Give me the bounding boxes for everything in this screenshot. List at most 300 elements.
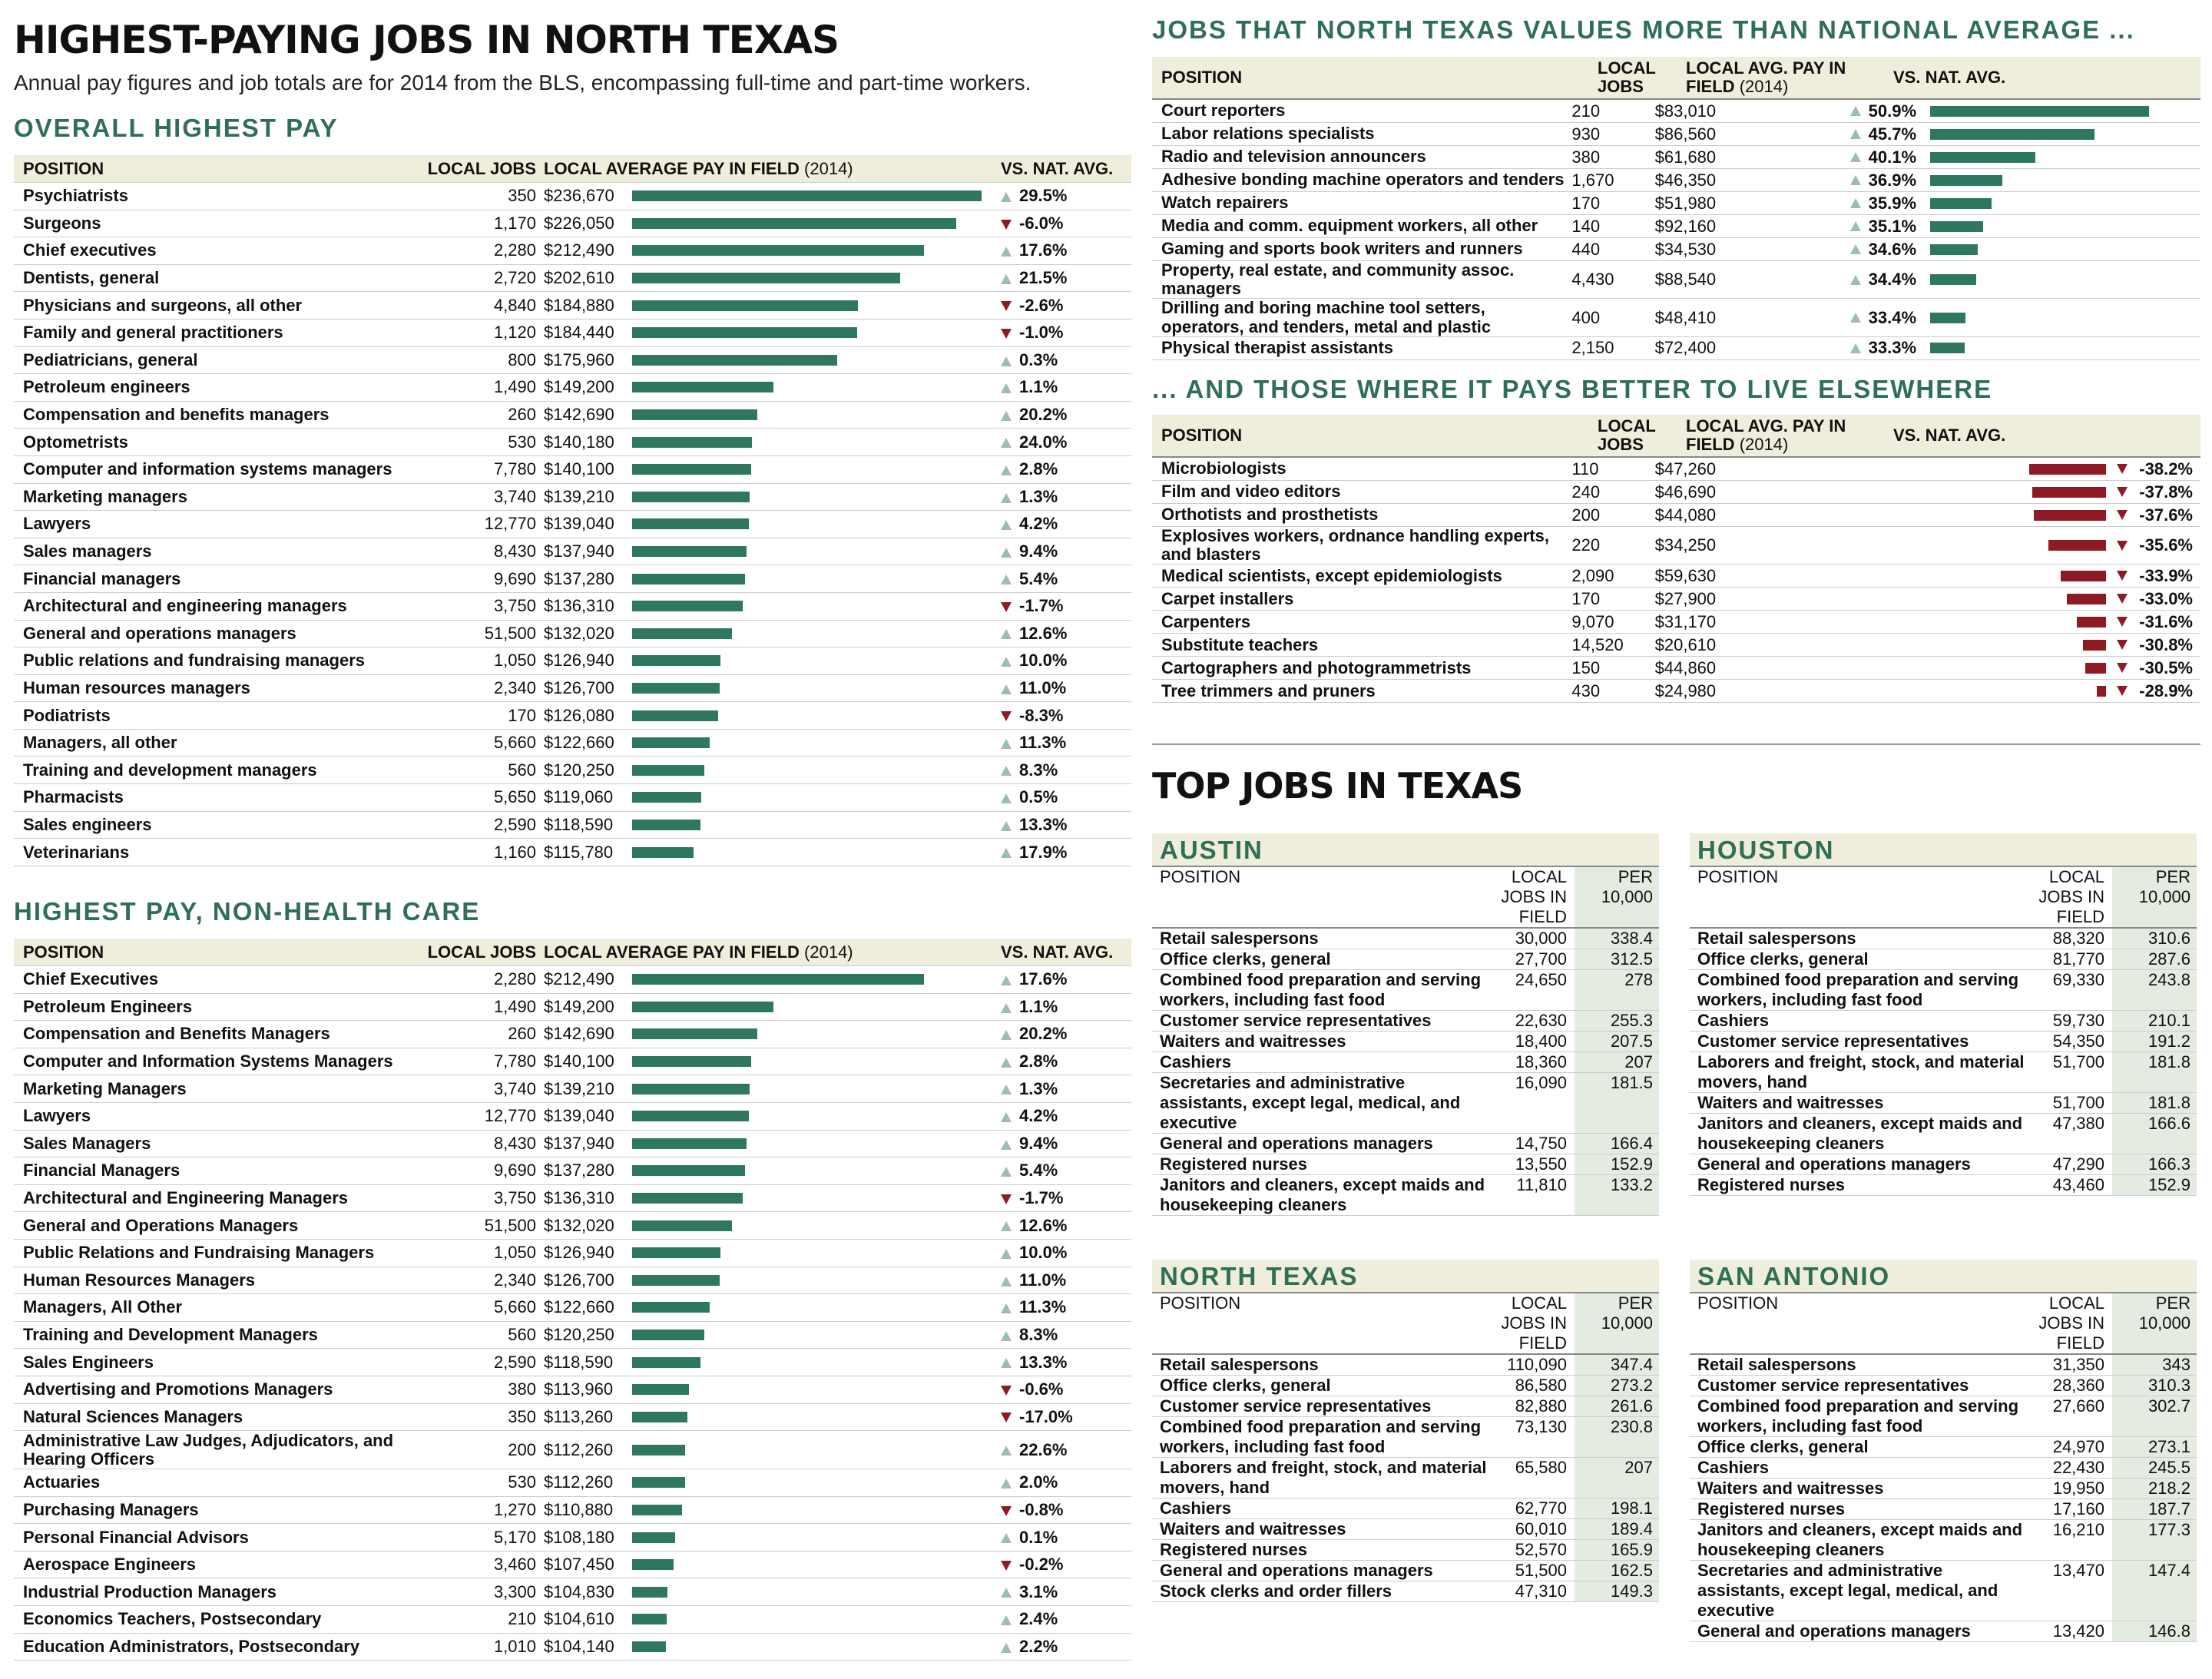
city-row (1690, 1396, 2197, 1437)
vs-national (1850, 634, 2200, 656)
vs-value: 17.9% (1019, 842, 1068, 862)
position-label: Waiters and waitresses (1697, 1479, 1884, 1498)
local-jobs: 3,740 (493, 1078, 536, 1098)
position-label: Waiters and waitresses (1697, 1093, 1884, 1112)
local-pay: $46,690 (1654, 482, 1717, 502)
per-10000: 181.8 (2112, 1093, 2197, 1113)
local-pay: $46,350 (1654, 170, 1717, 190)
vs-national (1001, 1407, 1131, 1427)
table-row (14, 511, 1131, 538)
position-label: Advertising and Promotions Managers (23, 1379, 333, 1399)
local-jobs: 13,420 (2052, 1621, 2104, 1641)
per-10000: 198.1 (1575, 1499, 1659, 1518)
pay-bar (632, 1330, 704, 1340)
table-row (1152, 588, 2200, 611)
vs-value: 12.6% (1019, 623, 1068, 643)
vs-value: 10.0% (1019, 651, 1068, 671)
table-row (1152, 611, 2200, 634)
position-label: Property, real estate, and community assoc. managers (1161, 260, 1515, 299)
up-triangle-icon (1001, 766, 1012, 776)
table-row (1152, 238, 2200, 261)
vs-bar (1930, 106, 2149, 117)
local-jobs: 1,160 (493, 842, 536, 862)
bar-cell (632, 402, 1001, 429)
city-row (1690, 949, 2197, 970)
city-name: AUSTIN (1152, 833, 1659, 867)
local-jobs: 81,770 (2052, 949, 2104, 969)
local-pay: $142,690 (544, 1024, 614, 1044)
per-10000: 207 (1575, 1458, 1659, 1498)
vs-value: -0.8% (1019, 1499, 1064, 1519)
position-label: Cartographers and photogrammetrists (1161, 657, 1472, 677)
bar-cell (632, 1552, 1001, 1578)
vs-value: 2.4% (1019, 1609, 1058, 1629)
up-triangle-icon (1001, 1085, 1012, 1094)
position-label: Court reporters (1161, 101, 1286, 121)
table-row (14, 1578, 1131, 1606)
local-jobs: 3,750 (493, 596, 536, 616)
local-pay: $212,490 (544, 240, 614, 260)
vs-national (1001, 487, 1131, 507)
local-pay: $83,010 (1654, 101, 1717, 121)
local-pay: $120,250 (544, 1325, 614, 1345)
local-pay: $132,020 (544, 623, 614, 643)
table-row (14, 1497, 1131, 1525)
down-triangle-icon (1001, 1194, 1012, 1204)
local-pay: $126,080 (544, 705, 614, 725)
local-jobs: 2,090 (1571, 565, 1614, 585)
local-jobs: 800 (508, 349, 536, 369)
city-row (1152, 1396, 1659, 1417)
position-label: Explosives workers, ordnance handling experts, and blasters (1161, 526, 1549, 565)
position-label: Aerospace Engineers (23, 1555, 196, 1575)
vs-value: -8.3% (1019, 705, 1064, 725)
local-pay: $104,610 (544, 1609, 614, 1629)
vs-national (1001, 350, 1131, 370)
pay-bar (632, 245, 924, 256)
local-pay: $44,860 (1654, 657, 1717, 677)
pay-bar (632, 765, 704, 776)
col-pay: LOCAL AVERAGE PAY IN FIELD (2014) (544, 158, 853, 178)
vs-value: 2.8% (1019, 1051, 1058, 1071)
vs-value: 5.4% (1019, 1161, 1058, 1181)
local-pay: $118,590 (544, 814, 614, 834)
local-jobs: 11,810 (1516, 1175, 1567, 1194)
position-label: Petroleum engineers (23, 377, 190, 397)
position-label: Public Relations and Fundraising Managers (23, 1243, 375, 1263)
vs-national (1850, 238, 2200, 260)
col-jobs: LOCAL JOBS (427, 158, 536, 178)
table-row (14, 1075, 1131, 1103)
local-pay: $112,260 (544, 1472, 614, 1492)
local-jobs: 2,340 (493, 1270, 536, 1290)
vs-bar (1930, 152, 2036, 163)
down-triangle-icon (2117, 617, 2128, 627)
vs-value: -0.6% (1019, 1379, 1064, 1399)
position-label: Carpet installers (1161, 588, 1294, 608)
local-pay: $137,940 (544, 1133, 614, 1153)
vs-national (1001, 651, 1131, 671)
city-row (1152, 1417, 1659, 1458)
col-position: POSITION (23, 942, 104, 962)
local-jobs: 88,320 (2052, 929, 2104, 948)
vs-national (1001, 214, 1131, 233)
table-row (1152, 192, 2200, 215)
local-jobs: 210 (1571, 101, 1601, 121)
local-pay: $142,690 (544, 405, 614, 425)
up-triangle-icon (1001, 247, 1012, 257)
table-row (14, 484, 1131, 512)
col-position: POSITION (1160, 1293, 1241, 1313)
city-row (1152, 1073, 1659, 1134)
local-jobs: 9,690 (493, 568, 536, 588)
local-jobs: 60,010 (1515, 1519, 1567, 1538)
down-triangle-icon (2117, 464, 2128, 474)
vs-value: 10.0% (1019, 1243, 1068, 1263)
city-row (1152, 949, 1659, 970)
city-table-houston (1690, 833, 2197, 1196)
vs-bar (2077, 617, 2106, 628)
pay-bar (632, 1193, 743, 1204)
city-name: HOUSTON (1690, 833, 2197, 867)
vs-bar (2032, 487, 2106, 498)
col-jobs: LOCAL JOBS (427, 942, 536, 962)
position-label: Lawyers (23, 1106, 91, 1126)
city-row (1690, 1175, 2197, 1196)
position-label: Gaming and sports book writers and runners (1161, 239, 1523, 259)
vs-value: 8.3% (1019, 760, 1058, 780)
down-triangle-icon (1001, 711, 1012, 721)
local-pay: $104,140 (544, 1636, 614, 1656)
bar-cell (632, 1322, 1001, 1349)
table-row (1152, 123, 2200, 146)
vs-national (1001, 1297, 1131, 1317)
pays-better-rows (1152, 458, 2200, 703)
local-jobs: 22,430 (2052, 1458, 2104, 1477)
position-label: Podiatrists (23, 705, 111, 725)
position-label: Purchasing Managers (23, 1499, 199, 1519)
up-triangle-icon (1001, 1643, 1012, 1653)
up-triangle-icon (1850, 129, 1861, 139)
bar-cell (632, 429, 1001, 455)
position-label: Computer and information systems managers (23, 459, 392, 479)
vs-value: 0.5% (1019, 787, 1058, 807)
table-row (14, 402, 1131, 429)
up-triangle-icon (1001, 1588, 1012, 1598)
local-pay: $139,040 (544, 514, 614, 534)
up-triangle-icon (1001, 1331, 1012, 1341)
local-pay: $20,610 (1654, 634, 1717, 654)
table-row (14, 265, 1131, 293)
position-label: Sales Engineers (23, 1352, 154, 1372)
table-row (14, 292, 1131, 320)
position-label: Registered nurses (1697, 1499, 1845, 1518)
position-label: Chief Executives (23, 969, 159, 989)
up-triangle-icon (1001, 1140, 1012, 1150)
city-table-austin (1152, 833, 1659, 1216)
vs-value: 0.3% (1019, 349, 1058, 369)
local-jobs: 16,210 (2052, 1520, 2104, 1539)
vs-national (1001, 760, 1131, 780)
position-label: Economics Teachers, Postsecondary (23, 1609, 322, 1629)
per-10000: 166.4 (1575, 1134, 1659, 1154)
vs-value: 11.3% (1019, 1297, 1067, 1317)
table-row (14, 210, 1131, 238)
local-jobs: 440 (1571, 239, 1601, 259)
local-jobs: 350 (508, 186, 536, 206)
values-more-header: POSITION LOCAL JOBS LOCAL AVG. PAY IN FIELD (2014) VS. NAT. AVG. (1152, 57, 2200, 100)
local-jobs: 27,660 (2052, 1396, 2104, 1416)
vs-national (1850, 680, 2200, 702)
up-triangle-icon (1001, 1030, 1012, 1040)
city-name: NORTH TEXAS (1152, 1260, 1659, 1293)
up-triangle-icon (1001, 356, 1012, 366)
vs-national (1001, 815, 1131, 835)
vs-value: 34.6% (1868, 239, 1917, 259)
position-label: Laborers and freight, stock, and material movers, hand (1697, 1052, 2025, 1091)
city-row (1152, 1011, 1659, 1032)
local-pay: $184,880 (544, 295, 614, 315)
down-triangle-icon (1001, 1506, 1012, 1516)
per-10000: 230.8 (1575, 1417, 1659, 1457)
col-per: PER 10,000 (2112, 867, 2197, 927)
city-row (1690, 970, 2197, 1011)
city-row (1152, 1134, 1659, 1154)
vs-national (1001, 541, 1131, 561)
page-title: HIGHEST-PAYING JOBS IN NORTH TEXAS (14, 18, 839, 62)
local-jobs: 43,460 (2052, 1175, 2104, 1194)
local-jobs: 14,520 (1571, 634, 1624, 654)
down-triangle-icon (2117, 686, 2128, 696)
vs-national (1001, 377, 1131, 397)
table-row (14, 237, 1131, 265)
up-triangle-icon (1001, 1221, 1012, 1231)
position-label: Cashiers (1697, 1011, 1769, 1030)
pay-bar (632, 1412, 687, 1422)
bar-cell (632, 292, 1001, 319)
up-triangle-icon (1001, 848, 1012, 858)
overall-rows (14, 183, 1131, 866)
col-position: POSITION (1697, 1293, 1779, 1313)
local-jobs: 5,650 (493, 787, 536, 807)
vs-bar (2048, 540, 2106, 551)
local-pay: $122,660 (544, 733, 614, 753)
position-label: Optometrists (23, 432, 128, 452)
city-row (1152, 1052, 1659, 1073)
down-triangle-icon (2117, 571, 2128, 581)
per-10000: 343 (2112, 1355, 2197, 1375)
bar-cell (632, 210, 1001, 237)
vs-national (1001, 1216, 1131, 1236)
local-jobs: 18,360 (1515, 1052, 1567, 1071)
down-triangle-icon (1001, 220, 1012, 230)
city-row (1690, 1114, 2197, 1154)
local-jobs: 51,700 (2052, 1093, 2104, 1112)
table-row (14, 320, 1131, 347)
vs-national (1850, 504, 2200, 526)
bar-cell (632, 484, 1001, 511)
city-col-header (1690, 1293, 2197, 1355)
up-triangle-icon (1001, 493, 1012, 503)
table-row (14, 1376, 1131, 1404)
position-label: Cashiers (1160, 1499, 1231, 1518)
position-label: Financial managers (23, 568, 181, 588)
vs-value: 13.3% (1019, 1352, 1068, 1372)
position-label: Managers, all other (23, 733, 177, 753)
vs-value: 22.6% (1019, 1439, 1068, 1459)
position-label: Pharmacists (23, 787, 124, 807)
table-row (1152, 634, 2200, 657)
up-triangle-icon (1850, 343, 1861, 353)
local-jobs: 260 (508, 405, 536, 425)
position-label: Film and video editors (1161, 482, 1341, 502)
table-row (14, 812, 1131, 839)
local-jobs: 47,380 (2052, 1114, 2104, 1133)
pays-better-title: ... AND THOSE WHERE IT PAYS BETTER TO LIVE ELSEWHERE (1152, 375, 1993, 403)
vs-value: 33.4% (1868, 307, 1917, 327)
city-row (1152, 1376, 1659, 1396)
pay-bar (632, 1532, 675, 1543)
local-jobs: 170 (508, 705, 536, 725)
vs-national (1001, 1024, 1131, 1044)
vs-bar (2085, 663, 2106, 674)
vs-value: -37.8% (2139, 482, 2193, 502)
vs-national (1001, 459, 1131, 479)
local-jobs: 7,780 (493, 1051, 536, 1071)
col-pay: LOCAL AVERAGE PAY IN FIELD (2014) (544, 942, 853, 962)
table-row (14, 1606, 1131, 1634)
per-10000: 181.8 (2112, 1052, 2197, 1092)
vs-value: 17.6% (1019, 240, 1068, 260)
vs-value: -28.9% (2139, 681, 2193, 700)
local-jobs: 12,770 (484, 514, 536, 534)
per-10000: 207 (1575, 1052, 1659, 1072)
bar-cell (632, 1021, 1001, 1048)
bar-cell (632, 320, 1001, 346)
table-row (14, 565, 1131, 593)
local-pay: $86,560 (1654, 124, 1717, 144)
pay-bar (632, 820, 700, 830)
bar-cell (632, 1376, 1001, 1403)
per-10000: 162.5 (1575, 1561, 1659, 1581)
position-label: Customer service representatives (1160, 1396, 1432, 1416)
bar-cell (632, 994, 1001, 1021)
vs-value: 21.5% (1019, 268, 1068, 288)
vs-value: 0.1% (1019, 1527, 1058, 1547)
position-label: Laborers and freight, stock, and material movers, hand (1160, 1458, 1487, 1497)
table-row (14, 347, 1131, 375)
position-label: Retail salespersons (1160, 1355, 1319, 1374)
local-pay: $139,040 (544, 1106, 614, 1126)
per-10000: 245.5 (2112, 1458, 2197, 1478)
city-row (1690, 1499, 2197, 1520)
vs-national (1001, 678, 1131, 698)
position-label: General and operations managers (23, 623, 296, 643)
position-label: Secretaries and administrative assistants, except legal, medical, and executive (1697, 1561, 1998, 1620)
up-triangle-icon (1001, 548, 1012, 558)
position-label: Sales engineers (23, 814, 152, 834)
down-triangle-icon (1001, 1561, 1012, 1571)
vs-value: 1.1% (1019, 996, 1058, 1016)
vs-value: 20.2% (1019, 405, 1068, 425)
pay-bar (632, 1247, 720, 1258)
local-pay: $184,440 (544, 323, 614, 343)
local-pay: $236,670 (544, 186, 614, 206)
position-label: General and operations managers (1160, 1134, 1433, 1153)
city-table-north-texas (1152, 1260, 1659, 1602)
local-pay: $126,700 (544, 677, 614, 697)
vs-bar (2061, 571, 2106, 581)
down-triangle-icon (1001, 301, 1012, 311)
up-triangle-icon (1001, 793, 1012, 803)
local-jobs: 200 (1571, 505, 1601, 525)
table-row (14, 456, 1131, 484)
up-triangle-icon (1001, 1003, 1012, 1013)
vs-national (1850, 306, 2200, 329)
table-row (14, 1131, 1131, 1158)
pay-bar (632, 1220, 732, 1231)
pay-bar (632, 518, 749, 529)
city-row (1690, 1437, 2197, 1458)
local-jobs: 4,430 (1571, 270, 1614, 290)
local-jobs: 24,970 (2052, 1437, 2104, 1456)
nonhealth-header (14, 939, 1131, 966)
position-label: Chief executives (23, 240, 157, 260)
bar-cell (632, 183, 1001, 210)
vs-national (1001, 1555, 1131, 1575)
up-triangle-icon (1001, 465, 1012, 475)
local-jobs: 5,170 (493, 1527, 536, 1547)
vs-national (1850, 565, 2200, 587)
overall-title: OVERALL HIGHEST PAY (14, 114, 339, 142)
down-triangle-icon (2117, 541, 2128, 551)
local-jobs: 2,590 (493, 814, 536, 834)
position-label: Drilling and boring machine tool setters, operators, and tenders, metal and plastic (1161, 298, 1492, 336)
local-jobs: 2,150 (1571, 338, 1614, 358)
local-jobs: 54,350 (2052, 1032, 2104, 1051)
divider (1152, 743, 2200, 745)
position-label: Tree trimmers and pruners (1161, 681, 1376, 700)
vs-value: -17.0% (1019, 1406, 1073, 1426)
local-pay: $122,660 (544, 1297, 614, 1317)
position-label: Personal Financial Advisors (23, 1527, 249, 1547)
table-row (14, 994, 1131, 1022)
per-10000: 189.4 (1575, 1519, 1659, 1539)
vs-national (1850, 657, 2200, 679)
local-pay: $126,940 (544, 1243, 614, 1263)
pay-bar (632, 1559, 674, 1570)
local-pay: $92,160 (1654, 216, 1717, 236)
position-label: Surgeons (23, 213, 101, 233)
vs-bar (2097, 686, 2106, 697)
up-triangle-icon (1001, 575, 1012, 585)
table-row (14, 1267, 1131, 1295)
city-row (1152, 970, 1659, 1011)
vs-national (1001, 1079, 1131, 1099)
table-row (1152, 680, 2200, 703)
table-row (14, 1431, 1131, 1469)
table-row (14, 1103, 1131, 1131)
vs-national (1001, 569, 1131, 589)
values-more-table (1152, 57, 2200, 360)
pay-bar (632, 1084, 750, 1094)
per-10000: 310.6 (2112, 929, 2197, 949)
position-label: Microbiologists (1161, 459, 1286, 479)
table-row (14, 1322, 1131, 1349)
col-position: POSITION (1697, 867, 1779, 886)
vs-value: 1.1% (1019, 377, 1058, 397)
vs-national (1850, 215, 2200, 237)
